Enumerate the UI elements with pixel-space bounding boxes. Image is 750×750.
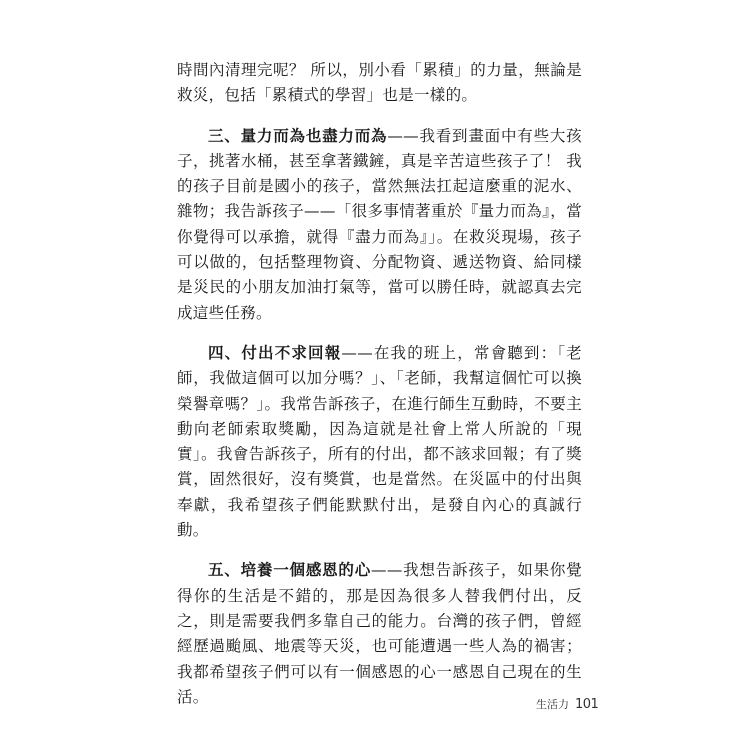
paragraph-item-3 [177, 124, 582, 326]
paragraph-body: ——在我的班上，常會聽到：「老師，我做這個可以加分嗎？」、「老師，我幫這個忙可以換榮譽章嗎？」。我常告訴孩子，在進行師生互動時，不要主動向老師索取獎勵，因為這就是社會上常人所說的「現實」。我會告訴孩子，所有的付出，都不該求回報；有了獎賞，固然很好，沒有獎賞，也是當然。在災區中的付出與奉獻，我希望孩子們能默默付出，是發自內心的真誠行動。 [177, 343, 582, 540]
paragraph-heading: 四、付出不求回報 [208, 343, 342, 362]
paragraph-heading: 五、培養一個感恩的心 [208, 561, 372, 580]
paragraph-item-5 [177, 558, 582, 710]
page-footer [536, 696, 598, 712]
paragraph-body: 時間內清理完呢？ 所以，別小看「累積」的力量，無論是救災，包括「累積式的學習」也是一樣的。 [177, 61, 582, 105]
section-title: 生活力 [536, 698, 569, 711]
paragraph-continuation [177, 58, 582, 109]
paragraph-heading: 三、量力而為也盡力而為 [208, 126, 388, 145]
paragraph-body: ——我想告訴孩子，如果你覺得你的生活是不錯的，那是因為很多人替我們付出，反之，則是需要我們多靠自己的能力。台灣的孩子們，曾經經歷過颱風、地震等天災，也可能遭遇一些人為的禍害；我都希望孩子們可以有一個感恩的心一感恩自己現在的生活。 [177, 561, 582, 706]
body-text [177, 58, 582, 710]
page-number: 101 [575, 697, 599, 712]
paragraph-body: ——我看到畫面中有些大孩子，挑著水桶，甚至拿著鐵鏟，真是辛苦這些孩子了！ 我的孩子目前是國小的孩子，當然無法扛起這麼重的泥水、雜物；我告訴孩子——「很多事情著重於『量力而為』，當你覺得可以承擔，就得『盡力而為』」。在救災現場，孩子可以做的，包括整理物資、分配物資、遞送物資、給同樣是災民的小朋友加油打氣等，當可以勝任時，就認真去完成這些任務。 [177, 126, 582, 322]
paragraph-item-4 [177, 341, 582, 543]
